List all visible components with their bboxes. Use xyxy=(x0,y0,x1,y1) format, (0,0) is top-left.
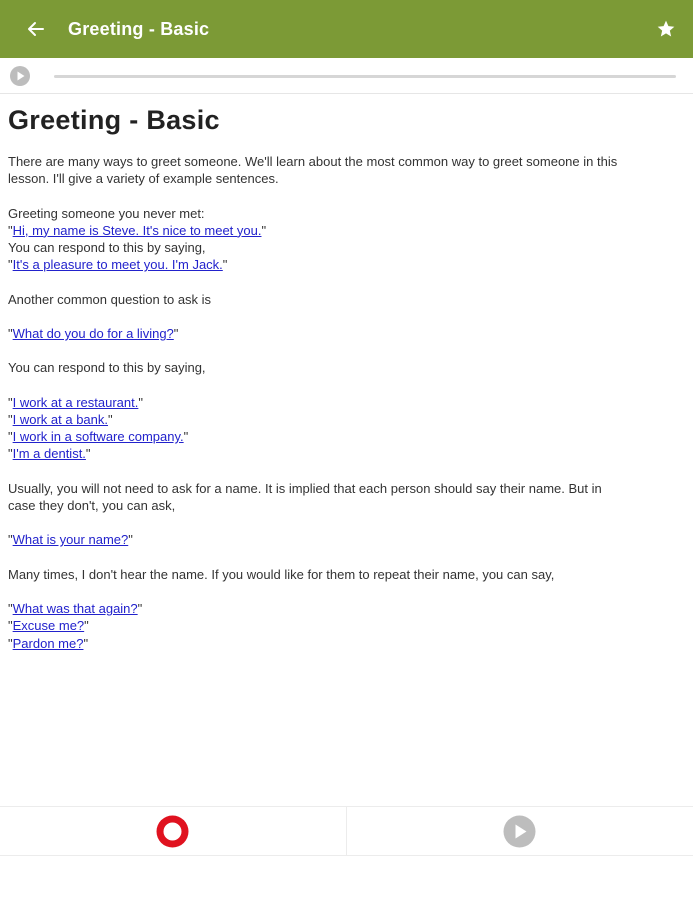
phrase-link-9[interactable]: What was that again? xyxy=(12,601,138,617)
lesson-body xyxy=(8,153,688,652)
back-button[interactable] xyxy=(12,0,60,58)
name-para-line-1: Usually, you will not need to ask for a name. It is implied that each person should say their name. But in xyxy=(8,480,602,496)
star-icon xyxy=(656,19,676,39)
respond-label-1: You can respond to this by saying, xyxy=(8,240,206,255)
intro-line-2: lesson. I'll give a variety of example sentences. xyxy=(8,171,279,187)
phrase-row: "Hi, my name is Steve. It's nice to meet you." xyxy=(8,222,267,238)
respond-label-2: You can respond to this by saying, xyxy=(8,360,206,376)
playback-button[interactable] xyxy=(503,815,536,848)
phrase-link-10[interactable]: Excuse me? xyxy=(12,618,85,634)
phrase-row: "I work at a restaurant." xyxy=(8,394,143,410)
phrase-row: "I'm a dentist." xyxy=(8,446,91,462)
name-para-line-2: case they don't, you can ask, xyxy=(8,497,176,513)
greeting-label: Greeting someone you never met: xyxy=(8,205,205,221)
phrase-link-5[interactable]: I work at a bank. xyxy=(12,411,109,427)
record-icon xyxy=(156,815,189,848)
favorite-button[interactable] xyxy=(651,14,681,44)
phrase-row: "What was that again?" xyxy=(8,601,143,617)
phrase-link-3[interactable]: What do you do for a living? xyxy=(12,325,174,341)
phrase-link-11[interactable]: Pardon me? xyxy=(12,635,84,651)
app-bar-title: Greeting - Basic xyxy=(68,18,210,39)
phrase-link-6[interactable]: I work in a software company. xyxy=(12,429,184,445)
record-button[interactable] xyxy=(156,815,189,848)
bottom-divider xyxy=(346,807,347,855)
lesson-title: Greeting - Basic xyxy=(8,105,220,135)
play-circle-icon xyxy=(9,65,31,87)
phrase-row: "Excuse me?" xyxy=(8,618,89,634)
arrow-left-icon xyxy=(26,19,46,39)
phrase-link-7[interactable]: I'm a dentist. xyxy=(12,446,86,462)
lesson-content xyxy=(8,94,688,652)
play-circle-icon xyxy=(503,815,536,848)
phrase-row: "What do you do for a living?" xyxy=(8,325,179,341)
phrase-row: "I work at a bank." xyxy=(8,411,113,427)
intro-line-1: There are many ways to greet someone. We'll learn about the most common way to greet someone in this xyxy=(8,154,618,169)
question-label: Another common question to ask is xyxy=(8,291,212,307)
progress-track[interactable] xyxy=(54,75,676,78)
app-bar xyxy=(0,0,693,58)
phrase-row: "What is your name?" xyxy=(8,532,133,548)
bottom-action-bar xyxy=(0,806,693,856)
phrase-link-2[interactable]: It's a pleasure to meet you. I'm Jack. xyxy=(12,257,223,273)
phrase-row: "It's a pleasure to meet you. I'm Jack." xyxy=(8,257,228,273)
player-play-button[interactable] xyxy=(9,65,31,87)
phrase-link-1[interactable]: Hi, my name is Steve. It's nice to meet you. xyxy=(12,222,262,238)
phrase-link-4[interactable]: I work at a restaurant. xyxy=(12,394,139,410)
phrase-link-8[interactable]: What is your name? xyxy=(12,532,129,548)
phrase-row: "I work in a software company." xyxy=(8,429,189,445)
phrase-row: "Pardon me?" xyxy=(8,635,89,651)
repeat-para: Many times, I don't hear the name. If you would like for them to repeat their name, you can say, xyxy=(8,566,555,582)
audio-player xyxy=(0,58,693,94)
